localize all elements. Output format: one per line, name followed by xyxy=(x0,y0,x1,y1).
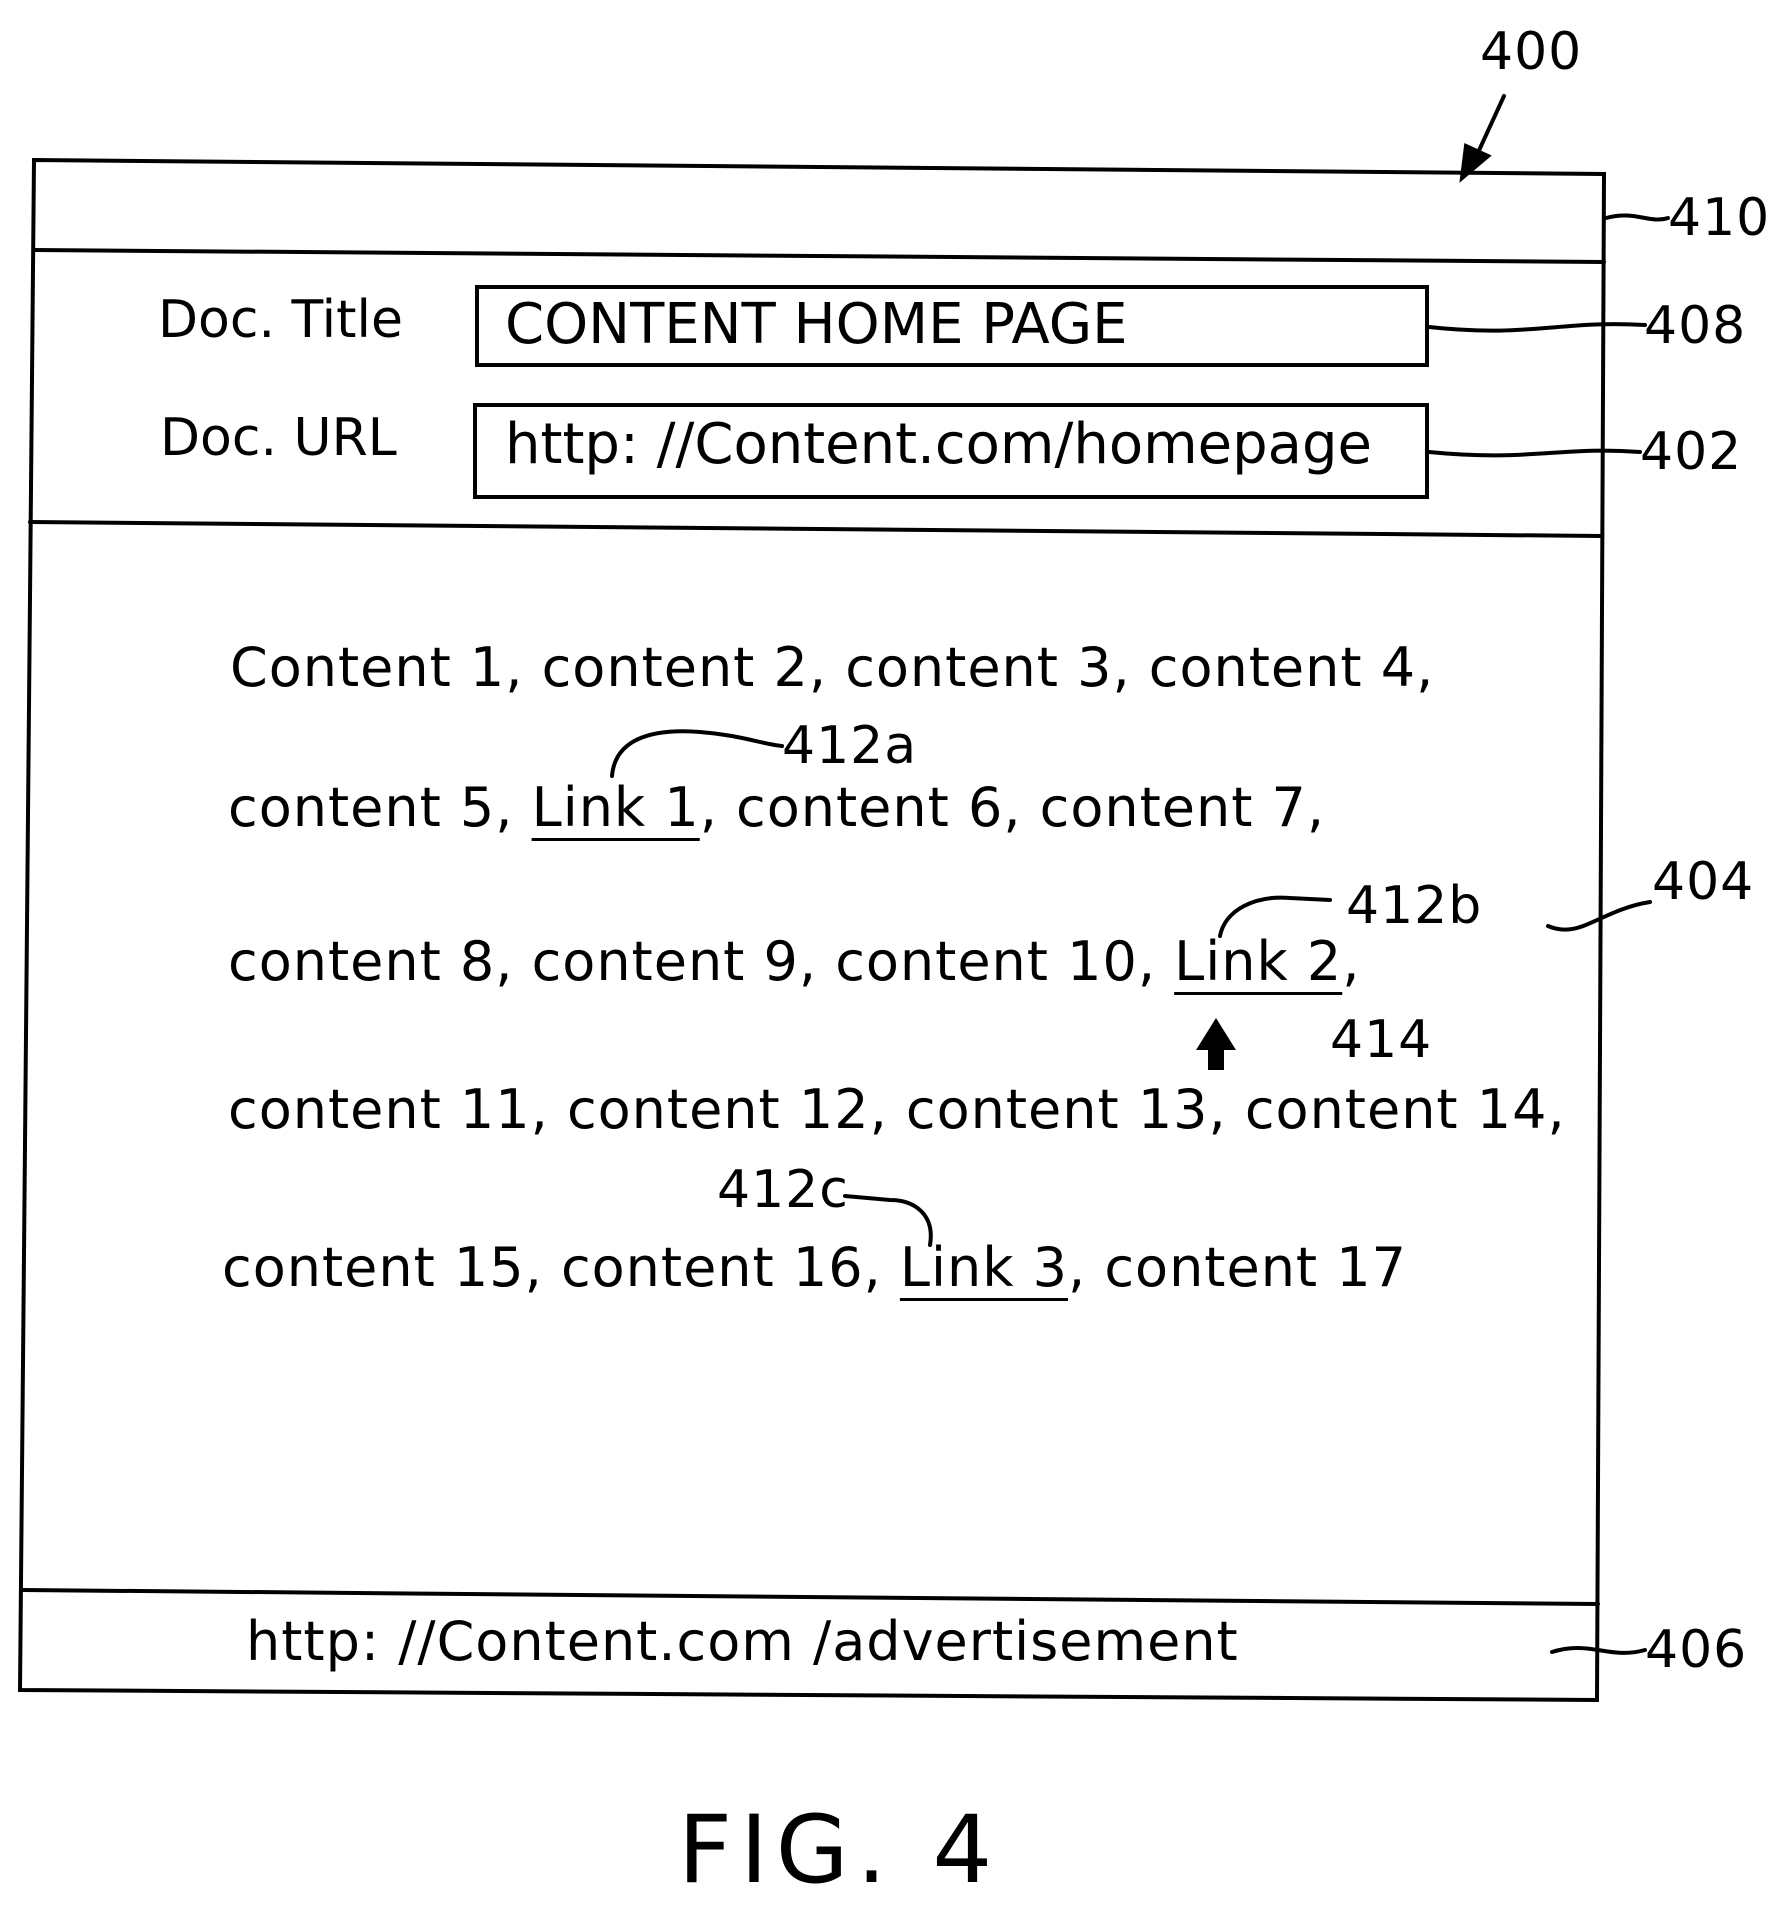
link-2[interactable]: Link 2 xyxy=(1174,930,1343,993)
content-text: Content 1, content 2, content 3, content 4, xyxy=(230,636,1435,699)
link-1[interactable]: Link 1 xyxy=(531,776,700,839)
ref-414: 414 xyxy=(1330,1010,1433,1070)
content-text: content 5, xyxy=(228,776,532,839)
content-text: , content 17 xyxy=(1068,1236,1407,1299)
doc-url-field[interactable]: http: //Content.com/homepage xyxy=(505,412,1372,477)
ad-bar-divider xyxy=(22,1590,1598,1604)
ref-402: 402 xyxy=(1640,422,1743,482)
content-line-5 xyxy=(222,1236,1407,1299)
ref-406: 406 xyxy=(1645,1620,1748,1680)
header-divider xyxy=(30,522,1602,536)
doc-title-field[interactable]: CONTENT HOME PAGE xyxy=(505,292,1128,357)
ref-412b: 412b xyxy=(1346,876,1483,936)
doc-url-label: Doc. URL xyxy=(160,408,397,468)
content-line-4 xyxy=(228,1078,1566,1141)
content-text: content 8, content 9, content 10, xyxy=(228,930,1175,993)
ref-410: 410 xyxy=(1668,188,1771,248)
ref-412c: 412c xyxy=(717,1160,849,1220)
pointer-arrow xyxy=(1196,1018,1236,1070)
content-text: , content 6, content 7, xyxy=(699,776,1326,839)
leader-402 xyxy=(1429,451,1640,456)
ref-404: 404 xyxy=(1652,852,1755,912)
content-line-3 xyxy=(228,930,1360,993)
content-text: content 15, content 16, xyxy=(222,1236,900,1299)
leader-410 xyxy=(1606,215,1668,219)
content-line-2 xyxy=(228,776,1325,839)
content-text: , xyxy=(1342,930,1361,993)
ref-408: 408 xyxy=(1644,296,1747,356)
leader-412a xyxy=(612,731,782,776)
ref-412a: 412a xyxy=(782,716,918,776)
link-3[interactable]: Link 3 xyxy=(899,1236,1069,1299)
leader-408 xyxy=(1429,324,1645,331)
ref-400: 400 xyxy=(1480,22,1583,82)
advertisement-url[interactable]: http: //Content.com /advertisement xyxy=(246,1610,1239,1673)
content-line-1 xyxy=(230,636,1434,699)
figure-caption: FIG. 4 xyxy=(678,1796,1001,1905)
top-bar-divider xyxy=(34,250,1604,262)
content-text: content 11, content 12, content 13, content 14, xyxy=(228,1078,1566,1141)
doc-title-label: Doc. Title xyxy=(158,290,403,350)
